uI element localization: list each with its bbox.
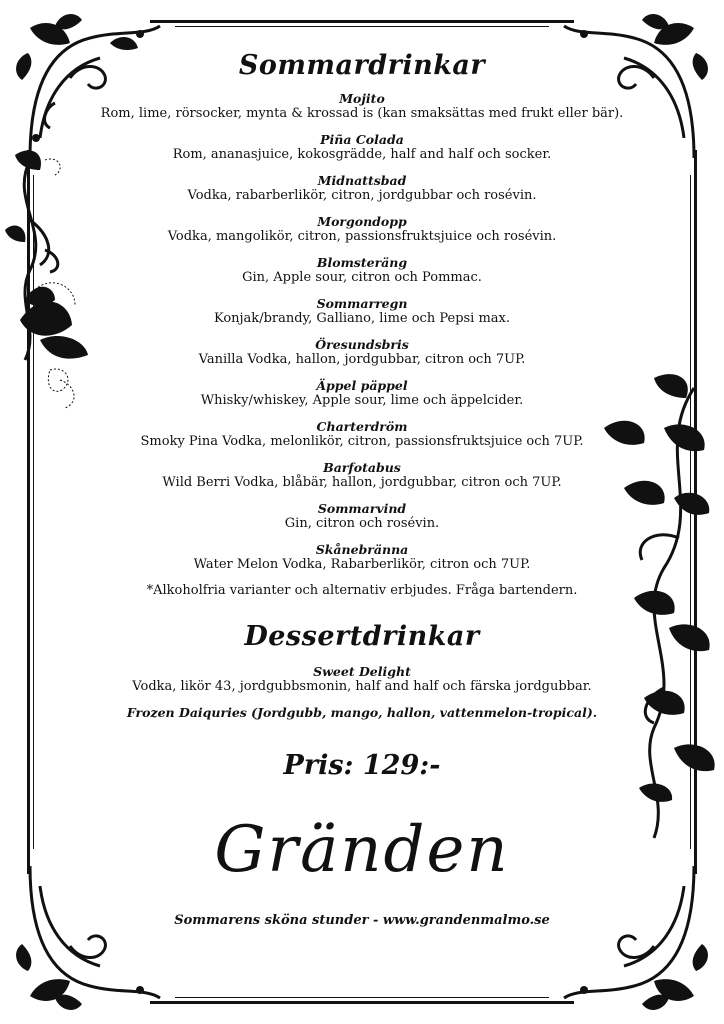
drink-item — [95, 132, 629, 163]
drink-description: Vodka, rabarberlikör, citron, jordgubbar och rosévin. — [187, 188, 537, 203]
drink-description: Vanilla Vodka, hallon, jordgubbar, citron och 7UP. — [198, 352, 526, 367]
drink-description: Gin, Apple sour, citron och Pommac. — [242, 270, 482, 285]
drink-description: Whisky/whiskey, Apple sour, lime och äppelcider. — [200, 393, 524, 408]
frame-top-line — [150, 20, 574, 23]
dessert-section-title: Dessertdrinkar — [244, 621, 480, 652]
frame-bottom-line — [150, 1001, 574, 1004]
drink-description: Gin, citron och rosévin. — [284, 516, 440, 531]
drink-item — [95, 173, 629, 204]
drink-name: Sommarvind — [317, 501, 407, 516]
drink-name: Öresundsbris — [315, 337, 409, 352]
drink-description: Water Melon Vodka, Rabarberlikör, citron och 7UP. — [193, 557, 531, 572]
summer-section-title: Sommardrinkar — [238, 50, 486, 81]
drink-name: Piña Colada — [320, 132, 404, 147]
alcohol-free-note: *Alkoholfria varianter och alternativ erbjudes. Fråga bartendern. — [146, 583, 578, 598]
drink-name: Sweet Delight — [313, 664, 411, 679]
drink-item — [95, 378, 629, 409]
drink-item — [95, 337, 629, 368]
drink-name: Barfotabus — [323, 460, 401, 475]
frame-top-inner-line — [175, 26, 549, 27]
drink-description: Konjak/brandy, Galliano, lime och Pepsi max. — [213, 311, 511, 326]
drink-name: Charterdröm — [316, 419, 408, 434]
price-label: Pris: 129:- — [283, 750, 441, 781]
drink-description: Rom, lime, rörsocker, mynta & krossad is (kan smaksättas med frukt eller bär). — [100, 106, 624, 121]
drink-description: Smoky Pina Vodka, melonlikör, citron, passionsfruktsjuice och 7UP. — [140, 434, 584, 449]
drink-item — [95, 664, 629, 695]
drink-item — [95, 214, 629, 245]
drink-description: Vodka, likör 43, jordgubbsmonin, half and half och färska jordgubbar. — [132, 679, 592, 694]
drink-item — [95, 91, 629, 122]
drink-item — [95, 542, 629, 573]
drink-description: Wild Berri Vodka, blåbär, hallon, jordgubbar, citron och 7UP. — [162, 475, 562, 490]
tagline: Sommarens sköna stunder - www.grandenmalmo.se — [174, 913, 550, 928]
drink-name: Midnattsbad — [317, 173, 407, 188]
menu-content — [95, 50, 629, 928]
drink-name: Morgondopp — [317, 214, 407, 229]
drink-item — [95, 419, 629, 450]
frozen-daiquiries: Frozen Daiquries (Jordgubb, mango, hallon, vattenmelon-tropical). — [126, 705, 598, 720]
left-floral-ornament — [0, 140, 100, 430]
drink-name: Sommarregn — [316, 296, 408, 311]
drink-item — [95, 501, 629, 532]
frame-bottom-inner-line — [175, 997, 549, 998]
drink-name: Mojito — [339, 91, 385, 106]
drink-item — [95, 460, 629, 491]
drink-item — [95, 296, 629, 327]
brand-name: Gränden — [214, 813, 510, 887]
drink-item — [95, 255, 629, 286]
summer-drink-list — [95, 91, 629, 573]
drink-description: Rom, ananasjuice, kokosgrädde, half and half och socker. — [172, 147, 552, 162]
drink-name: Blomsteräng — [316, 255, 408, 270]
drink-description: Vodka, mangolikör, citron, passionsfruktsjuice och rosévin. — [167, 229, 557, 244]
drink-name: Äppel päppel — [316, 378, 408, 393]
drink-name: Skånebränna — [315, 542, 409, 557]
